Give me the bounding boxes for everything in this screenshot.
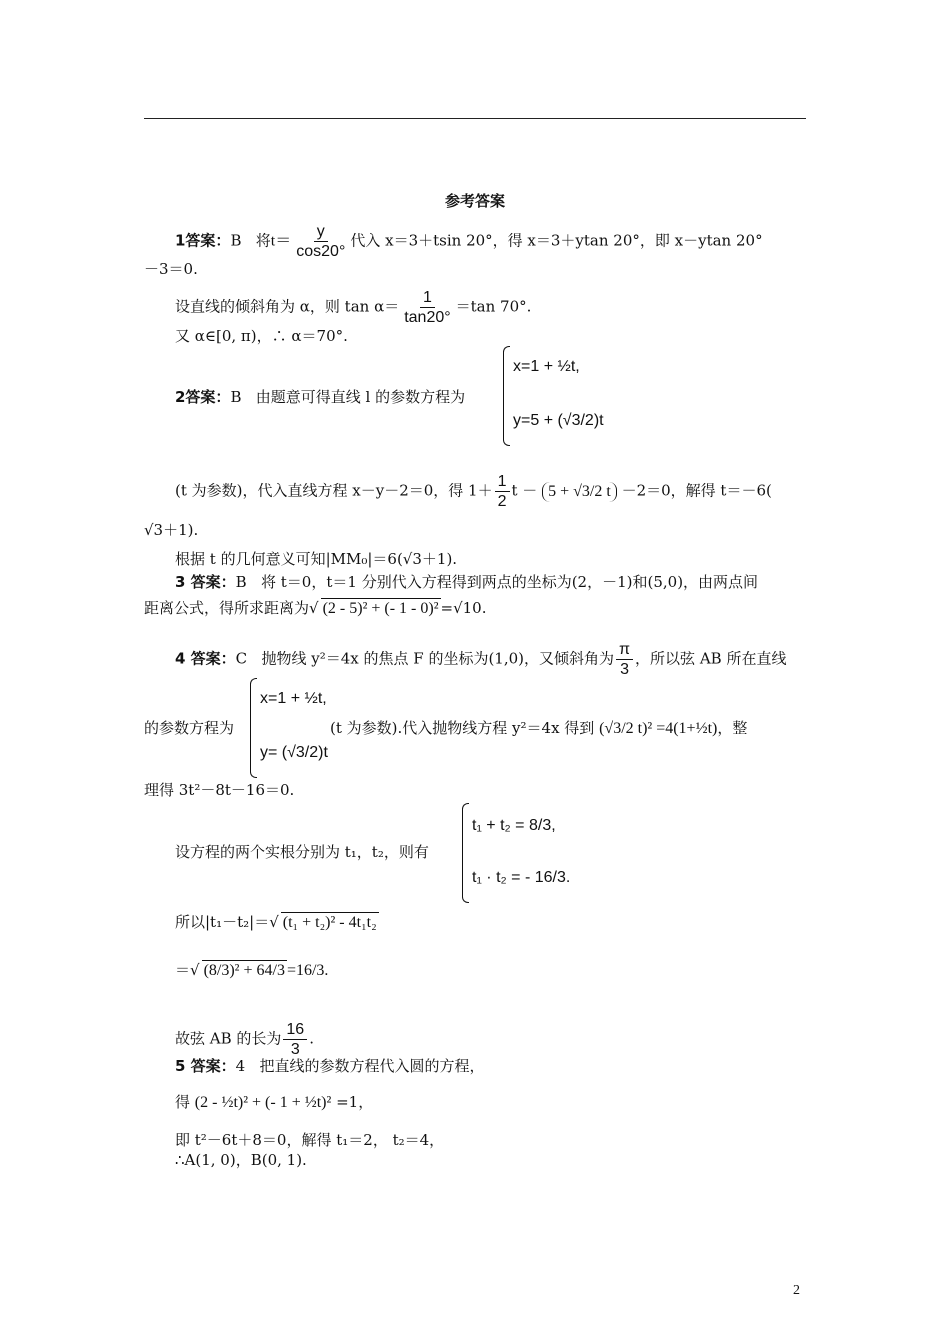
q2-brace xyxy=(503,346,510,446)
q5-line-2 xyxy=(175,1092,373,1113)
q2-line-3: √3＋1). xyxy=(144,521,199,539)
q4-line-4: 设方程的两个实根分别为 t₁，t₂，则有 xyxy=(175,843,429,861)
q4-pi-den: 3 xyxy=(620,661,629,678)
q4-sum-row: t₁ + t₂ = 8/3, xyxy=(472,817,556,834)
q2-half-fraction xyxy=(495,472,510,511)
q4-text-9: ＝ xyxy=(175,961,191,979)
q4-root-system xyxy=(462,803,572,903)
q4-text-5: ，整 xyxy=(717,719,748,737)
q3-text-1: 将 t＝0，t＝1 分别代入方程得到两点的坐标为(2，－1)和(5,0)，由两点间 xyxy=(261,573,759,591)
q2-choice: B xyxy=(230,388,242,406)
q2-sys-row-2: y=5 + (√3/2)t xyxy=(513,412,604,429)
q5-label: 5 答案： xyxy=(175,1057,236,1075)
q4-label: 4 答案： xyxy=(175,649,236,668)
q2-label: 2答案： xyxy=(175,388,231,406)
q4-root-1: (t₁ + t₂)² - 4t₁t₂ xyxy=(282,914,377,931)
header-rule xyxy=(144,118,806,119)
q1-frac2-num: 1 xyxy=(420,288,435,308)
q4-root-brace xyxy=(462,803,469,903)
q4-line-6: ＝√ (8/3)² + 64/3 =16/3. xyxy=(175,961,329,979)
q1-frac1-num: y xyxy=(314,222,328,242)
q1-line-4: 又 α∈[0, π)，∴ α＝70°. xyxy=(175,327,348,345)
q2-line-4: 根据 t 的几何意义可知|MM₀|＝6(√3＋1). xyxy=(175,550,458,568)
q1-line-2: －3＝0. xyxy=(144,260,198,278)
q4-result: =16/3. xyxy=(286,962,329,979)
q4-text-10: 故弦 AB 的长为 xyxy=(175,1029,282,1048)
q4-sys-row-1: x=1 + ½t, xyxy=(260,690,327,707)
q2-half-den: 2 xyxy=(497,493,507,510)
q4-pi-fraction xyxy=(616,640,633,679)
q2-half-num: 1 xyxy=(495,472,510,492)
q5-line-1 xyxy=(175,1056,485,1076)
q4-choice: C xyxy=(235,649,248,668)
q4-line-2-suffix xyxy=(330,718,747,739)
q4-line-5: 所以|t₁－t₂|＝√ (t₁ + t₂)² - 4t₁t₂ xyxy=(175,913,377,931)
q1-fraction-2 xyxy=(401,288,453,327)
page-title: 参考答案 xyxy=(444,192,505,210)
q2-text-3: t － xyxy=(511,481,538,500)
q1-frac2-den: tan20° xyxy=(404,309,451,326)
q4-brace xyxy=(250,678,257,778)
q4-line-2-prefix: 的参数方程为 xyxy=(144,719,235,737)
q4-text-8: 所以|t₁－t₂|＝ xyxy=(175,913,270,931)
q4-equation-system xyxy=(250,678,335,778)
q5-text-2: 得 xyxy=(175,1093,191,1111)
page-number: 2 xyxy=(793,1283,800,1298)
q1-t-eq: t＝ xyxy=(270,232,292,250)
q4-text-2: ，所以弦 AB 所在直线 xyxy=(635,649,787,668)
q2-paren-expression: 5 + √3/2 t xyxy=(542,482,617,502)
q5-text-3: =1， xyxy=(336,1093,374,1111)
q3-result: =√10. xyxy=(440,599,487,617)
q4-final-fraction xyxy=(283,1020,307,1059)
q3-choice: B xyxy=(235,573,247,591)
q4-final-num: 16 xyxy=(283,1020,307,1040)
q1-line-3 xyxy=(175,288,531,327)
q2-text-4: －2＝0，解得 t＝－6( xyxy=(621,481,772,500)
q1-text-b2: ＝tan 70°. xyxy=(455,297,532,316)
q4-sys-row-2: y= (√3/2)t xyxy=(260,744,328,761)
q1-choice: B xyxy=(230,231,242,250)
q5-line-4: ∴A(1, 0)，B(0, 1). xyxy=(175,1151,307,1169)
q5-line-3: 即 t²－6t＋8＝0，解得 t₁＝2， t₂＝4， xyxy=(175,1131,445,1149)
q5-expression: (2 - ½t)² + (- 1 + ½t)² xyxy=(194,1094,332,1111)
q4-text-1: 抛物线 y²＝4x 的焦点 F 的坐标为(1,0)，又倾斜角为 xyxy=(261,649,614,668)
q4-root-2: (8/3)² + 64/3 xyxy=(203,962,285,979)
q3-line-1 xyxy=(175,572,758,592)
q3-text-2: 距离公式，得所求距离为 xyxy=(144,599,310,617)
q1-text-a1: 将 xyxy=(255,231,271,250)
q2-line-2 xyxy=(175,472,772,511)
q3-label: 3 答案： xyxy=(175,573,236,591)
q1-frac1-den: cos20° xyxy=(296,243,346,260)
q2-text-2: (t 为参数)，代入直线方程 x－y－2＝0，得 1＋ xyxy=(175,481,493,500)
q1-text-a2: 代入 x＝3＋tsin 20°，得 x＝3＋ytan 20°，即 x－ytan 20° xyxy=(350,231,763,250)
q4-substitution: (√3/2 t)² =4(1+½t) xyxy=(599,720,718,737)
q2-line-1 xyxy=(175,387,465,407)
q4-pi-num: π xyxy=(616,640,633,660)
q2-equation-system xyxy=(503,346,613,446)
q5-text-1: 把直线的参数方程代入圆的方程， xyxy=(259,1057,485,1075)
q1-text-b1: 设直线的倾斜角为 α，则 tan α＝ xyxy=(175,297,400,316)
q1-label: 1答案： xyxy=(175,231,231,250)
q1-line-1 xyxy=(175,222,763,261)
q1-fraction-1 xyxy=(293,222,348,261)
q2-text-1: 由题意可得直线 l 的参数方程为 xyxy=(255,388,466,406)
q4-product-row: t₁ · t₂ = - 16/3. xyxy=(472,869,571,886)
q4-line-7: 故弦 AB 的长为 $\frac{16}{3}$ . xyxy=(175,1021,314,1058)
q4-text-4: (t 为参数).代入抛物线方程 y²＝4x 得到 xyxy=(330,719,595,737)
q4-line-1 xyxy=(175,640,786,679)
q5-choice: 4 xyxy=(235,1057,246,1075)
q4-line-3: 理得 3t²－8t－16＝0. xyxy=(144,781,295,799)
q3-distance-formula: (2 - 5)² + (- 1 - 0)² xyxy=(322,600,439,617)
q3-line-2: 距离公式，得所求距离为√ (2 - 5)² + (- 1 - 0)² =√10. xyxy=(144,599,487,617)
q2-sys-row-1: x=1 + ½t, xyxy=(513,358,580,375)
q4-final-den: 3 xyxy=(290,1041,300,1058)
